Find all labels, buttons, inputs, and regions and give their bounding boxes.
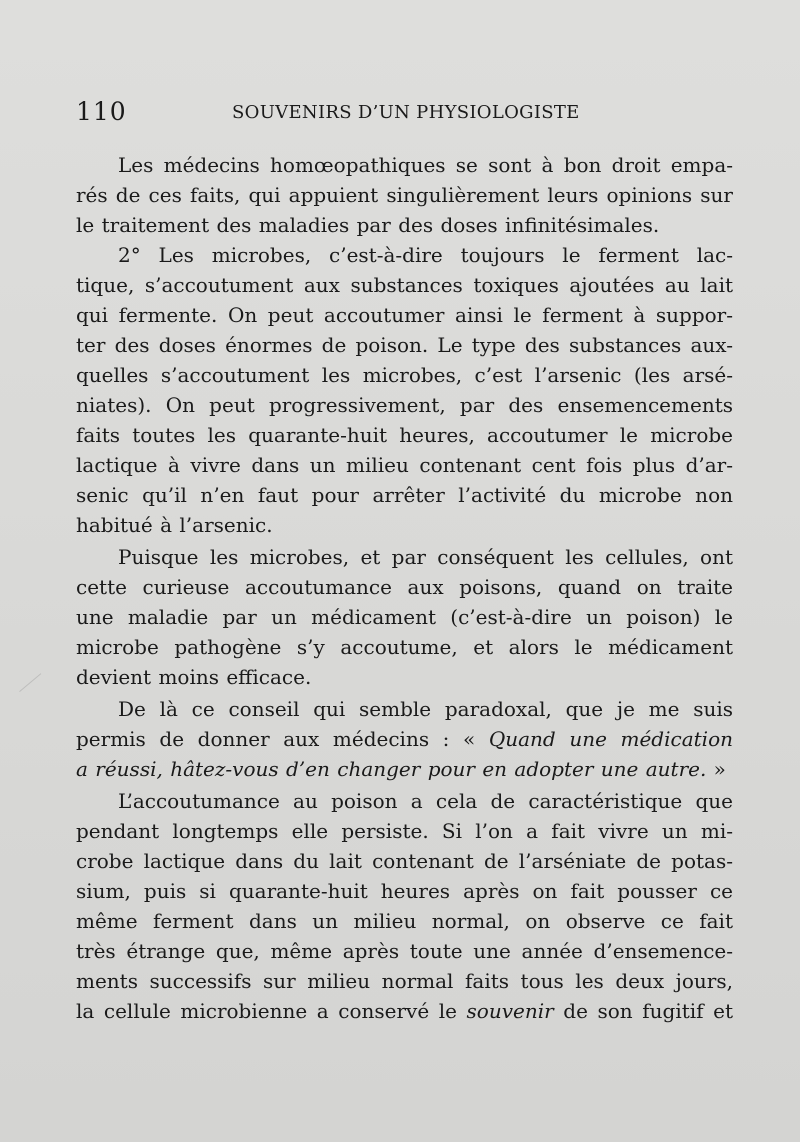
text-line: De là ce conseil qui semble paradoxal, que je me suis <box>118 697 733 721</box>
text-line: Les médecins homœopathiques se sont à bon droit empa- <box>118 153 733 177</box>
text-line: lactique à vivre dans un milieu contenant cent fois plus d’ar- <box>76 453 733 477</box>
text-run: permis de donner aux médecins : « <box>76 727 489 751</box>
text-line: quelles s’accoutument les microbes, c’est l’arsenic (les arsé- <box>76 363 733 387</box>
text-line: habitué à l’arsenic. <box>76 513 273 537</box>
text-line: crobe lactique dans du lait contenant de l’arséniate de potas- <box>76 849 733 873</box>
margin-pencil-mark <box>19 673 53 706</box>
text-line: ments successifs sur milieu normal faits tous les deux jours, <box>76 969 733 993</box>
italic-quote-start: Quand une médication <box>488 727 733 751</box>
closing-guillemet: » <box>706 757 726 781</box>
text-line: senic qu’il n’en faut pour arrêter l’activité du microbe non <box>76 483 733 507</box>
text-line: rés de ces faits, qui appuient singulièrement leurs opinions sur <box>76 183 733 207</box>
text-line: une maladie par un médicament (c’est-à-dire un poison) le <box>76 605 733 629</box>
text-line: le traitement des maladies par des doses infinitésimales. <box>76 213 660 237</box>
text-line <box>76 996 733 1026</box>
text-line: sium, puis si quarante-huit heures après on fait pousser ce <box>76 879 733 903</box>
text-line: pendant longtemps elle persiste. Si l’on a fait vivre un mi- <box>76 819 733 843</box>
text-line: même ferment dans un milieu normal, on observe ce fait <box>76 909 733 933</box>
page-number: 110 <box>76 97 127 126</box>
text-line: tique, s’accoutument aux substances toxiques ajoutées au lait <box>76 273 733 297</box>
running-head <box>76 96 736 128</box>
body-text <box>76 150 733 1026</box>
text-line: microbe pathogène s’y accoutume, et alors le médicament <box>76 635 733 659</box>
text-line: faits toutes les quarante-huit heures, accoutumer le microbe <box>76 423 733 447</box>
text-line <box>76 724 733 754</box>
text-line: devient moins efficace. <box>76 665 312 689</box>
text-run: la cellule microbienne a conservé le <box>76 999 467 1023</box>
text-line: qui fermente. On peut accoutumer ainsi le ferment à suppor- <box>76 303 733 327</box>
text-line: 2° Les microbes, c’est-à-dire toujours le ferment lac- <box>118 243 733 267</box>
text-line: niates). On peut progressivement, par des ensemencements <box>76 393 733 417</box>
text-line: très étrange que, même après toute une année d’ensemence- <box>76 939 733 963</box>
text-line: cette curieuse accoutumance aux poisons, quand on traite <box>76 575 733 599</box>
text-run: de son fugitif et <box>553 999 734 1023</box>
text-line: L’accoutumance au poison a cela de caractéristique que <box>118 789 733 813</box>
book-title: SOUVENIRS D’UN PHYSIOLOGISTE <box>232 102 580 123</box>
text-line: Puisque les microbes, et par conséquent les cellules, ont <box>118 545 733 569</box>
italic-quote-end: a réussi, hâtez-vous d’en changer pour en adopter une autre. <box>76 757 707 781</box>
text-line <box>76 754 733 784</box>
italic-souvenir: souvenir <box>466 999 554 1023</box>
text-line: ter des doses énormes de poison. Le type des substances aux- <box>76 333 733 357</box>
